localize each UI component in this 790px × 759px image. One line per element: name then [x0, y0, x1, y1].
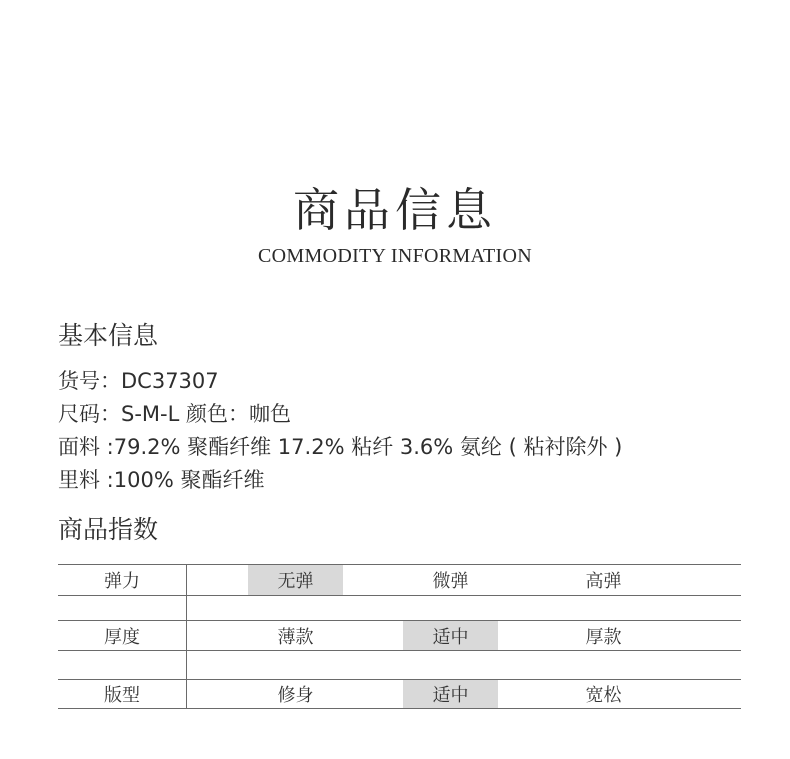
option-thin: 薄款: [277, 626, 314, 648]
title-chinese: 商品信息: [293, 183, 497, 237]
info-line-lining: 里料 :100% 聚酯纤维: [58, 468, 265, 492]
table-line: [58, 708, 741, 709]
option-high-stretch: 高弹: [585, 571, 622, 592]
option-no-stretch: 无弹: [248, 565, 343, 595]
option-slight-stretch: 微弹: [432, 571, 469, 592]
table-line: [58, 595, 741, 596]
row-label-fit: 版型: [104, 685, 140, 706]
table-column-divider: [186, 564, 187, 709]
title-english: COMMODITY INFORMATION: [258, 245, 532, 267]
product-index-heading: 商品指数: [58, 515, 159, 544]
option-thick: 厚款: [585, 626, 622, 648]
row-label-thickness: 厚度: [104, 626, 140, 648]
info-line-fabric: 面料 :79.2% 聚酯纤维 17.2% 粘纤 3.6% 氨纶 ( 粘衬除外 ): [58, 435, 623, 459]
row-label-elasticity: 弹力: [104, 571, 140, 592]
option-regular-fit: 适中: [403, 680, 498, 708]
option-loose: 宽松: [585, 685, 622, 706]
basic-info-heading: 基本信息: [58, 321, 159, 350]
option-medium-thickness: 适中: [403, 621, 498, 650]
info-line-size-color: 尺码：S-M-L 颜色：咖色: [58, 402, 291, 426]
info-line-item-number: 货号：DC37307: [58, 369, 219, 393]
option-slim: 修身: [277, 685, 314, 706]
table-line: [58, 650, 741, 651]
